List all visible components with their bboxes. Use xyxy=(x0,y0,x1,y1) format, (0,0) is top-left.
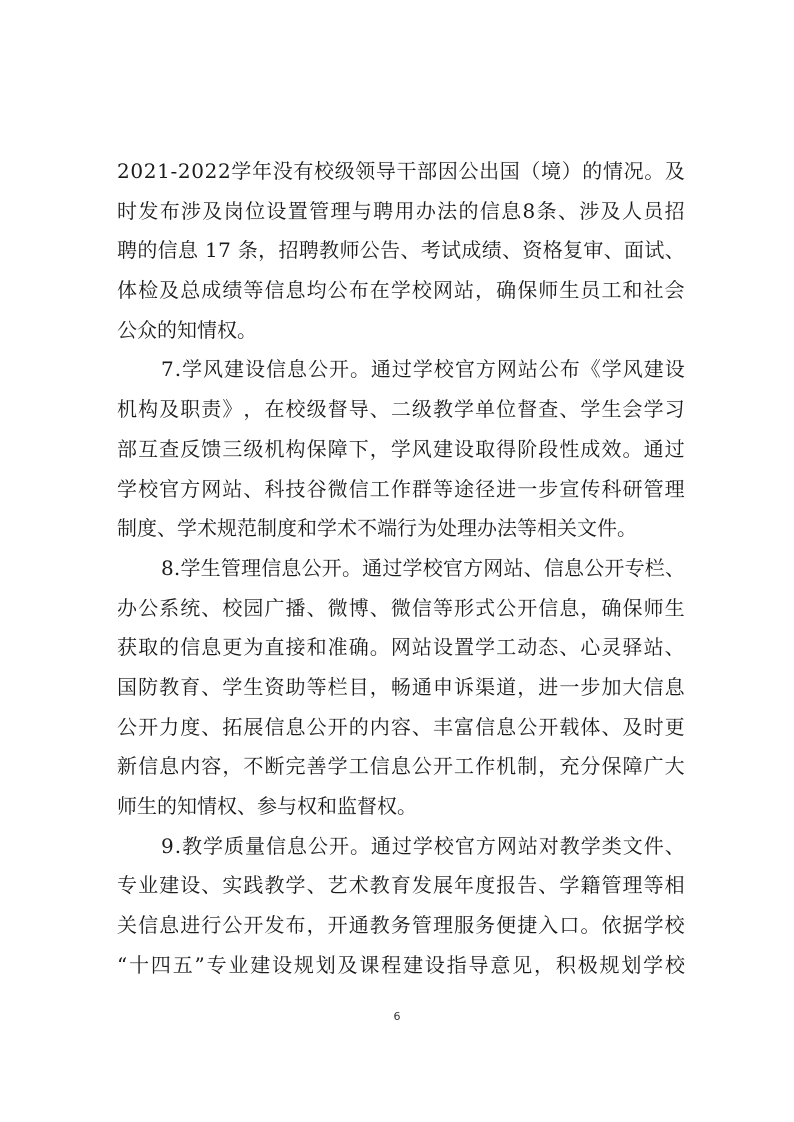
paragraph-2-line-4: 学 校 官 方 网 站 、 科 技 谷 微 信 工 作 群 等 途 径 进 一 步 宣 传 科 研 管 理 xyxy=(117,476,685,501)
paragraph-2-line-3: 部 互 查 反 馈 三 级 机 构 保 障 下 ， 学 风 建 设 取 得 阶 段 性 成 效 。 通 过 xyxy=(117,436,685,461)
page-number: 6 xyxy=(393,1010,401,1023)
paragraph-3-line-6: 新 信 息 内 容 ， 不 断 完 善 学 工 信 息 公 开 工 作 机 制 ， 充 分 保 障 广 大 xyxy=(117,754,685,779)
paragraph-2-line-2: 机 构 及 职 责 》 ， 在 校 级 督 导 、 二 级 教 学 单 位 督 查 、 学 生 会 学 习 xyxy=(117,397,685,422)
paragraph-4-line-1: 9 . 教 学 质 量 信 息 公 开 。 通 过 学 校 官 方 网 站 对 教 学 类 文 件 、 xyxy=(161,833,685,858)
paragraph-3-line-4: 国 防 教 育 、 学 生 资 助 等 栏 目 ， 畅 通 申 诉 渠 道 ， 进 一 步 加 大 信 息 xyxy=(117,674,685,699)
paragraph-2-line-1: 7 . 学 风 建 设 信 息 公 开 。 通 过 学 校 官 方 网 站 公 布 《 学 风 建 设 xyxy=(161,357,685,382)
paragraph-2-line-5: 制度、学术规范制度和学术不端行为处理办法等相关文件。 xyxy=(117,516,637,541)
paragraph-1-line-1: 2 0 2 1 - 2 0 2 2 学 年 没 有 校 级 领 导 干 部 因 公 出 国 （ 境 ） 的 情 况 。 及 xyxy=(117,159,685,183)
paragraph-4-line-3: 关 信 息 进 行 公 开 发 布 ， 开 通 教 务 管 理 服 务 便 捷 入 口 。 依 据 学 校 xyxy=(117,913,685,938)
paragraph-4-line-2: 专 业 建 设 、 实 践 教 学 、 艺 术 教 育 发 展 年 度 报 告 、 学 籍 管 理 等 相 xyxy=(117,873,685,898)
paragraph-4-line-4: “ 十 四 五 ” 专 业 建 设 规 划 及 课 程 建 设 指 导 意 见 ， 积 极 规 划 学 校 xyxy=(117,952,685,977)
paragraph-1-line-2: 时 发 布 涉 及 岗 位 设 置 管 理 与 聘 用 办 法 的 信 息 8 条 、 涉 及 人 员 招 xyxy=(117,198,685,223)
paragraph-1-line-5: 公众的知情权。 xyxy=(117,317,257,342)
paragraph-3-line-2: 办 公 系 统 、 校 园 广 播 、 微 博 、 微 信 等 形 式 公 开 信 息 ， 确 保 师 生 xyxy=(117,595,685,620)
paragraph-1-line-3: 聘 的 信 息 1 7 条 ， 招 聘 教 师 公 告 、 考 试 成 绩 、 资 格 复 审 、 面 试 、 xyxy=(117,238,685,263)
document-body xyxy=(117,152,685,985)
paragraph-3-line-3: 获 取 的 信 息 更 为 直 接 和 准 确 。 网 站 设 置 学 工 动 态 、 心 灵 驿 站 、 xyxy=(117,635,685,660)
paragraph-3-line-5: 公 开 力 度 、 拓 展 信 息 公 开 的 内 容 、 丰 富 信 息 公 开 载 体 、 及 时 更 xyxy=(117,714,685,739)
paragraph-3-line-7: 师生的知情权、参与权和监督权。 xyxy=(117,794,417,818)
paragraph-1-line-4: 体 检 及 总 成 绩 等 信 息 均 公 布 在 学 校 网 站 ， 确 保 师 生 员 工 和 社 会 xyxy=(117,278,685,303)
paragraph-3-line-1: 8 . 学 生 管 理 信 息 公 开 。 通 过 学 校 官 方 网 站 、 信 息 公 开 专 栏 、 xyxy=(161,555,685,580)
